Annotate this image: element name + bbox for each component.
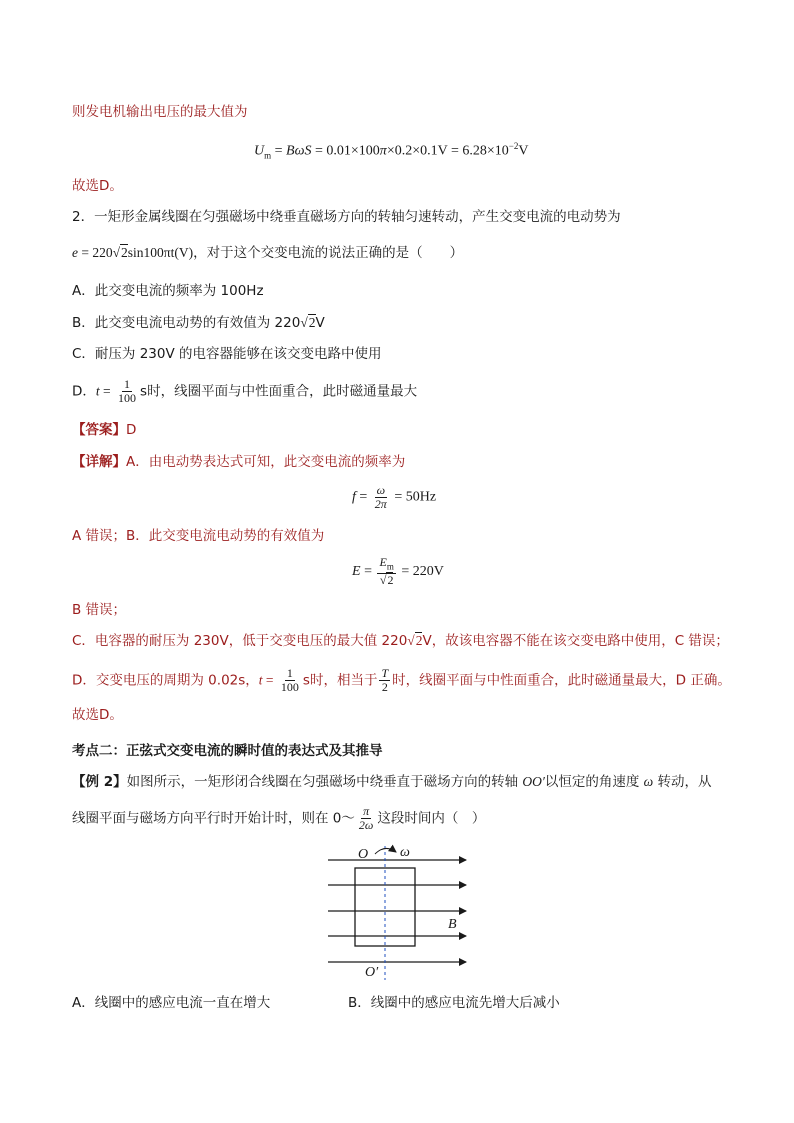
fraction-t-2: $\frac{T}{2}$	[381, 666, 389, 694]
sym-omega: ω	[294, 143, 305, 159]
detail-line-a: 【详解】A．由电动势表达式可知，此交变电流的频率为	[72, 454, 406, 470]
formula-um	[254, 136, 528, 165]
eq-e-value: = 220	[78, 245, 113, 260]
sqrt-2: √2	[112, 245, 128, 260]
eq-sin: sin100πt(V)	[127, 245, 194, 260]
answer-value: D	[126, 422, 137, 438]
option-d: D．t = $\frac{1}{100}$ s时，线圈平面与中性面重合，此时磁通量最大	[72, 377, 418, 405]
formula-effective-value: E = $\frac{E_m}{√2}$ = 220V	[352, 555, 444, 588]
question-2-stem: 2．一矩形金属线圈在匀强磁场中绕垂直磁场方向的转轴匀速转动，产生交变电流的电动势为	[72, 209, 621, 225]
label-o: O	[358, 847, 369, 862]
sym-u-sub: m	[264, 150, 272, 161]
sym-u: U	[254, 143, 265, 159]
detail-conclusion: 故选D。	[72, 707, 123, 723]
text-max-voltage-intro: 则发电机输出电压的最大值为	[72, 104, 248, 120]
fraction-1-100-detail: $\frac{1}{100}$	[280, 666, 299, 694]
sym-s: S	[304, 143, 312, 159]
fraction-pi-2omega: $\frac{\pi}{2\omega}$	[358, 804, 374, 832]
answer-label: 【答案】	[72, 422, 126, 438]
option-b: B．此交变电流电动势的有效值为 220√2V	[72, 315, 325, 331]
sym-pi: π	[379, 143, 387, 159]
detail-label: 【详解】	[72, 454, 126, 470]
section-2-title: 考点二：正弦式交变电流的瞬时值的表达式及其推导	[72, 743, 383, 759]
calc-part1: = 0.01×100	[311, 143, 380, 159]
sym-b: B	[286, 143, 295, 159]
detail-line-b-result: B 错误；	[72, 602, 127, 618]
calc-part2: ×0.2×0.1V = 6.28×10	[386, 143, 509, 159]
answer-line	[72, 420, 136, 440]
fraction-omega-2pi: $\frac{\omega}{2\pi}$	[374, 483, 387, 511]
detail-line-c: C．电容器的耐压为 230V，低于交变电压的最大值 220√2V，故该电容器不能在该交变电路中使用，C 错误；	[72, 633, 729, 649]
example-2-line-2: 线圈平面与磁场方向平行时开始计时，则在 0～ $\frac{\pi}{2\omega}$ 这段时间内（ ）	[72, 804, 486, 832]
question-2-stem-tail: ，对于这个交变电流的说法正确的是（ ）	[193, 245, 464, 261]
detail-line-b: A 错误；B．此交变电流电动势的有效值为	[72, 528, 325, 544]
exponent: −2	[508, 141, 519, 151]
detail-line-d: D．交变电压的周期为 0.02s，t = $\frac{1}{100}$ s时，相当于 $\frac{T}{2}$ 时，线圈平面与中性面重合，此时磁通量最大，D 正确。	[72, 666, 731, 694]
formula-frequency: f = $\frac{\omega}{2\pi}$ = 50Hz	[352, 483, 437, 511]
example-2-line-1: 【例 2】如图所示，一矩形闭合线圈在匀强磁场中绕垂直于磁场方向的转轴 OO′以恒定的角速度 ω 转动，从	[72, 774, 712, 790]
eq-sign: =	[271, 143, 287, 159]
sqrt-2-b: √2	[300, 315, 316, 330]
option-a: A．此交变电流的频率为 100Hz	[72, 283, 264, 299]
example-2-option-b: B．线圈中的感应电流先增大后减小	[348, 995, 560, 1011]
example-2-option-a: A．线圈中的感应电流一直在增大	[72, 995, 271, 1011]
example-2-label: 【例 2】	[72, 774, 127, 790]
field-lines	[328, 860, 466, 962]
unit-v: V	[518, 143, 529, 159]
option-c: C．耐压为 230V 的电容器能够在该交变电路中使用	[72, 346, 382, 362]
fraction-em-sqrt2: $\frac{E_m}{√2}$	[379, 555, 394, 588]
text-conclusion-1: 故选D。	[72, 178, 123, 194]
question-2-equation	[72, 243, 463, 263]
label-o-prime: O′	[365, 965, 379, 980]
label-omega: ω	[400, 845, 410, 860]
label-b: B	[448, 917, 457, 932]
sym-e: e	[72, 245, 78, 260]
fraction-1-100: $\frac{1}{100}$	[118, 377, 137, 405]
coil-magnetic-field-diagram	[320, 838, 480, 988]
